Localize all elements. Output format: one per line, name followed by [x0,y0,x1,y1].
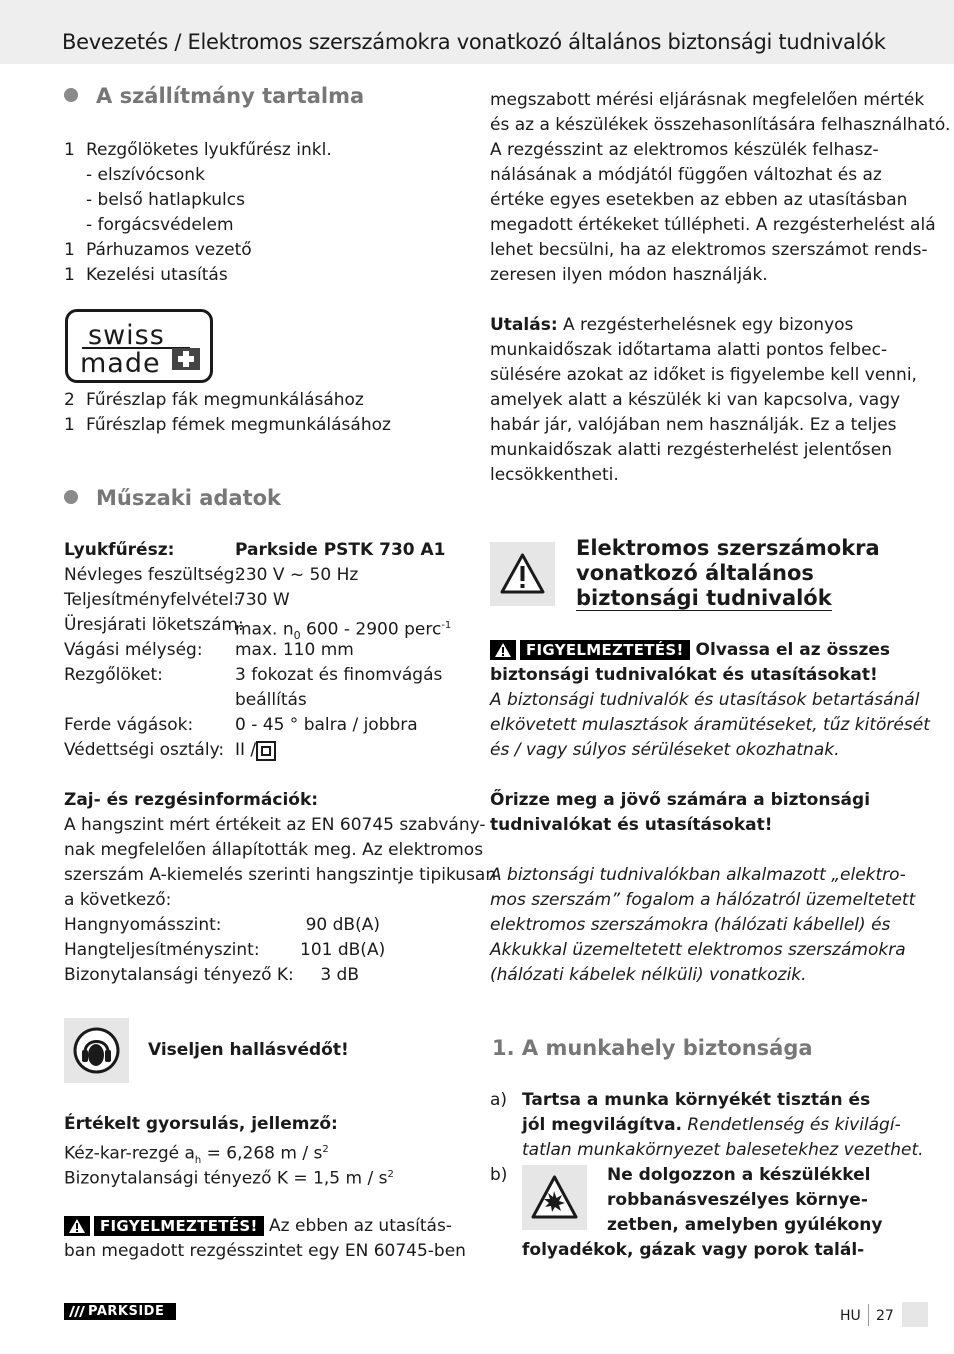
warning-triangle-icon [490,542,555,606]
table-row: Lyukfűrész: Parkside PSTK 730 A1 [64,540,446,560]
swiss-made-logo-icon [68,312,210,380]
delivery-list-2 [64,388,464,438]
protection-class-ii-icon [256,741,276,761]
warning-triangle-icon [68,1218,86,1234]
page-title: Bevezetés / Elektromos szerszámokra vonatkozó általános biztonsági tudnivalók [62,30,886,54]
list-item: 1 Kezelési utasítás [64,265,228,285]
section-heading-tech: Műszaki adatok [64,486,281,510]
table-row: Hangnyomásszint: 90 dB(A) [64,915,380,935]
ear-protection-icon [64,1018,129,1083]
table-row: Rezgőlöket: 3 fokozat és finomvágás [64,665,443,685]
ear-protection-text: Viseljen hallásvédőt! [148,1040,349,1060]
swiss-made-logo [65,309,213,383]
item-b-label: b) [490,1165,508,1185]
page-marker [902,1302,928,1327]
item-b-text-cont: folyadékok, gázak vagy porok talál- [522,1240,865,1260]
list-item: 1 Fűrészlap fémek megmunkálásához [64,415,391,435]
safety-section-title: Elektromos szerszámokra vonatkozó általános biztonsági tudnivalók [576,536,880,610]
table-row: Teljesítményfelvétel: 730 W [64,590,290,610]
footer-divider [868,1304,869,1326]
bullet-icon [64,88,78,102]
vibration-heading: Értékelt gyorsulás, jellemző: [64,1114,338,1134]
table-row: Hangteljesítményszint: 101 dB(A) [64,940,386,960]
list-item: 1 Rezgőlöketes lyukfűrész inkl. [64,140,332,160]
list-item: - belső hatlapkulcs [86,190,245,210]
item-a: a) Tartsa a munka környékét tisztán és jól megvilágítva. Rendetlenség és kivilágí- tatlan munkakörnyezet balesetekhez vezethet. [490,1090,924,1160]
section-heading-workplace: 1. A munkahely biztonsága [492,1036,813,1060]
svg-text:made: made [80,348,161,379]
item-b-text: Ne dolgozzon a készülékkel robbanásveszélyes környe- zetben, amelyben gyúlékony [607,1165,883,1235]
warning-left: FIGYELMEZTETÉS! Az ebben az utasítás- ban megadott rezgésszintet egy EN 60745-ben [64,1216,466,1261]
safety-warning-box [490,542,555,606]
vibration-info: Értékelt gyorsulás, jellemző: Kéz-kar-rezgé $a_h = 6,268$ m / $s^2$ Bizonytalansági tényező K = 1,5 m / $s^2$ [64,1112,474,1187]
bullet-icon [64,490,78,504]
vibration-paragraph: megszabott mérési eljárásnak megfelelően mérték és az a készülékek összehasonlítására felhasználható. A rezgésszint az elektromos készülék felhasz- nálásának a módjától függően változhat és az értéke egyes esetekben az ebben az utasításban megadott értékeket túllépheti. A rezgésterhelést alá lehet becsülni, ha az elektromos szerszámot rends- zeresen ilyen módon használják. [490,90,951,285]
warning-triangle-icon [494,642,512,658]
list-item: - forgácsvédelem [86,215,234,235]
svg-text:swiss: swiss [88,320,165,351]
explosion-icon [522,1165,587,1230]
list-item: 1 Párhuzamos vezető [64,240,252,260]
explosion-warning-box [522,1165,587,1230]
warning-badge: FIGYELMEZTETÉS! [64,1216,264,1236]
table-row: Ferde vágások: 0 - 45 ° balra / jobbra [64,715,418,735]
ear-protection-box [64,1018,129,1083]
keep-instructions: Őrizze meg a jövő számára a biztonsági tudnivalókat és utasításokat! [490,790,871,835]
table-row: Védettségi osztály: II / [64,738,451,763]
page-header [0,0,954,64]
parkside-logo: PARKSIDE [64,1303,176,1320]
table-row: Üresjárati löketszám: max. $n_0$ 600 - 2900 perc$^{-1}$ [64,615,452,643]
spec-table [64,538,451,763]
noise-heading: Zaj- és rezgésinformációk: [64,790,319,810]
note-paragraph: Utalás: A rezgésterhelésnek egy bizonyos munkaidőszak időtartama alatti pontos felbec- sülésére azokat az időket is figyelembe kell venni, amelyek alatt a készülék ki van kapcsolva, vagy habár jár, valójában nem használják. Ez a teljes munkaidőszak alatti rezgésterhelést jelentősen lecsökkentheti. [490,315,917,485]
warning-right: FIGYELMEZTETÉS! Olvassa el az összes biztonsági tudnivalókat és utasításokat! A biztonsági tudnivalók és utasítások betartásánál elkövetett mulasztások áramütéseket, tűz kitörését és / vagy súlyos sérüléseket okozhatnak. [490,640,930,760]
table-row: beállítás [235,690,307,710]
table-row: Vágási mélység: max. 110 mm [64,640,354,660]
noise-info: Zaj- és rezgésinformációk: A hangszint mért értékeit az EN 60745 szabvány- nak megfelelően állapították meg. Az elektromos szerszám A-kiemelés szerinti hangszintje tipikusan a következő: Hangnyomásszint: 90 dB(A) Hangteljesítményszint: 101 dB(A) Bizonytalansági tényező K: 3 dB [64,788,474,988]
section-heading-delivery: A szállítmány tartalma [64,84,364,108]
parkside-stripes-icon [64,1303,88,1320]
list-item: - elszívócsonk [86,165,205,185]
list-item: 2 Fűrészlap fák megmunkálásához [64,390,364,410]
table-row: Névleges feszültség: 230 V ~ 50 Hz [64,565,359,585]
language-code: HU [840,1308,861,1324]
table-row: Bizonytalansági tényező K: 3 dB [64,965,359,985]
warning-badge: FIGYELMEZTETÉS! [490,640,690,660]
page-number: 27 [876,1308,894,1324]
delivery-list [64,138,464,288]
definition-paragraph: A biztonsági tudnivalókban alkalmazott „elektro- mos szerszám” fogalom a hálózatról üzemeltetett elektromos szerszámokra (hálózati kábellel) és Akkukkal üzemeltetett elektromos szerszámokra (hálózati kábelek nélküli) vonatkozik. [490,865,916,985]
